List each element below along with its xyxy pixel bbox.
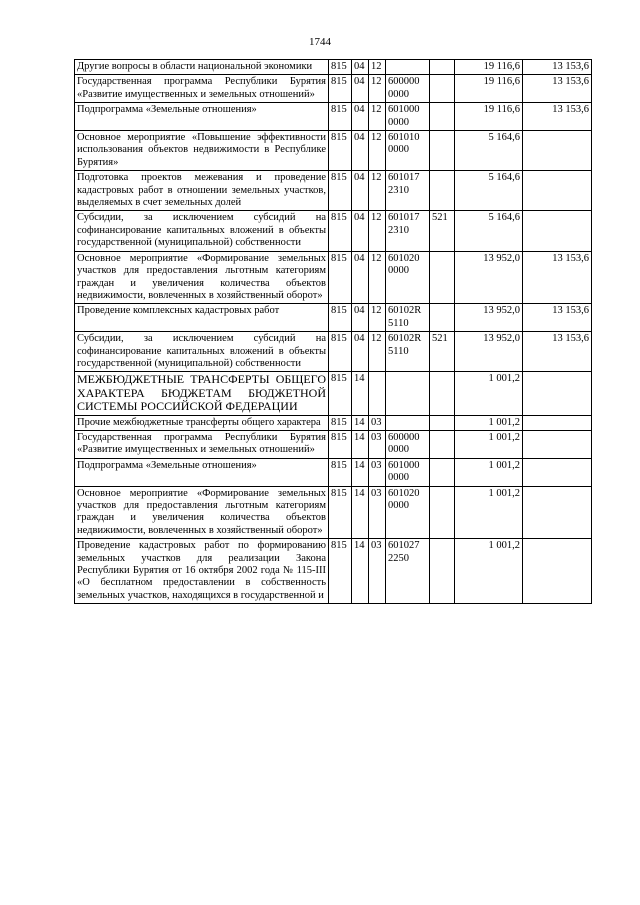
row-amount-1: 19 116,6 — [455, 75, 523, 103]
row-target-code — [386, 415, 430, 430]
row-amount-1: 1 001,2 — [455, 430, 523, 458]
row-admin-code: 815 — [329, 103, 352, 131]
row-amount-2: 13 153,6 — [523, 103, 592, 131]
row-amount-1: 1 001,2 — [455, 539, 523, 604]
table-row — [75, 458, 592, 486]
row-expense-type: 521 — [430, 332, 455, 372]
row-admin-code: 815 — [329, 75, 352, 103]
row-target-code: 601017 2310 — [386, 171, 430, 211]
row-expense-type — [430, 539, 455, 604]
row-amount-2: 13 153,6 — [523, 75, 592, 103]
row-section-code: 04 — [352, 60, 369, 75]
row-expense-type — [430, 372, 455, 415]
table-row — [75, 171, 592, 211]
row-amount-2 — [523, 372, 592, 415]
row-target-code — [386, 372, 430, 415]
row-expense-type — [430, 458, 455, 486]
row-target-code: 601027 2250 — [386, 539, 430, 604]
row-target-code: 600000 0000 — [386, 75, 430, 103]
row-name: Проведение кадастровых работ по формированию земельных участков для реализации Закона Республики Бурятия от 16 октября 2002 года № 115-III «О бесплатном предоставлении в собственность земельных участков, находящихся в государственной и — [75, 539, 329, 604]
row-subsection-code: 12 — [369, 251, 386, 304]
row-section-code: 04 — [352, 171, 369, 211]
row-expense-type — [430, 486, 455, 539]
row-amount-2 — [523, 415, 592, 430]
row-amount-2 — [523, 211, 592, 251]
row-expense-type — [430, 103, 455, 131]
table-row — [75, 372, 592, 415]
row-subsection-code: 03 — [369, 486, 386, 539]
row-expense-type — [430, 171, 455, 211]
row-name: Прочие межбюджетные трансферты общего характера — [75, 415, 329, 430]
row-expense-type — [430, 430, 455, 458]
row-name-section-heading: МЕЖБЮДЖЕТНЫЕ ТРАНСФЕРТЫ ОБЩЕГО ХАРАКТЕРА БЮДЖЕТАМ БЮДЖЕТНОЙ СИСТЕМЫ РОССИЙСКОЙ ФЕДЕРАЦИИ — [75, 372, 329, 415]
row-amount-1: 1 001,2 — [455, 486, 523, 539]
row-subsection-code: 12 — [369, 171, 386, 211]
table-row — [75, 60, 592, 75]
row-amount-1: 13 952,0 — [455, 332, 523, 372]
row-admin-code: 815 — [329, 486, 352, 539]
row-admin-code: 815 — [329, 332, 352, 372]
row-name: Подпрограмма «Земельные отношения» — [75, 458, 329, 486]
row-expense-type — [430, 251, 455, 304]
row-subsection-code: 12 — [369, 131, 386, 171]
row-target-code: 60102R 5110 — [386, 332, 430, 372]
row-admin-code: 815 — [329, 251, 352, 304]
table-row — [75, 486, 592, 539]
row-admin-code: 815 — [329, 304, 352, 332]
row-amount-2: 13 153,6 — [523, 332, 592, 372]
row-subsection-code: 03 — [369, 415, 386, 430]
row-admin-code: 815 — [329, 415, 352, 430]
row-admin-code: 815 — [329, 372, 352, 415]
row-target-code — [386, 60, 430, 75]
row-section-code: 04 — [352, 304, 369, 332]
row-name: Подпрограмма «Земельные отношения» — [75, 103, 329, 131]
row-section-code: 04 — [352, 211, 369, 251]
row-name: Основное мероприятие «Формирование земельных участков для предоставления льготным категориям граждан и увеличения количества объектов недвижимости, вовлеченных в хозяйственный оборот» — [75, 486, 329, 539]
row-section-code: 04 — [352, 251, 369, 304]
row-target-code: 601010 0000 — [386, 131, 430, 171]
row-name: Другие вопросы в области национальной экономики — [75, 60, 329, 75]
row-admin-code: 815 — [329, 171, 352, 211]
row-amount-2 — [523, 486, 592, 539]
row-amount-2 — [523, 458, 592, 486]
row-amount-1: 13 952,0 — [455, 304, 523, 332]
row-amount-2 — [523, 430, 592, 458]
row-name: Субсидии, за исключением субсидий на софинансирование капитальных вложений в объекты государственной (муниципальной) собственности — [75, 211, 329, 251]
row-section-code: 04 — [352, 131, 369, 171]
row-amount-1: 1 001,2 — [455, 372, 523, 415]
row-subsection-code: 12 — [369, 60, 386, 75]
row-amount-1: 5 164,6 — [455, 131, 523, 171]
table-row — [75, 251, 592, 304]
row-amount-1: 5 164,6 — [455, 211, 523, 251]
row-name: Проведение комплексных кадастровых работ — [75, 304, 329, 332]
row-expense-type — [430, 131, 455, 171]
row-section-code: 04 — [352, 332, 369, 372]
row-amount-2: 13 153,6 — [523, 60, 592, 75]
row-name: Субсидии, за исключением субсидий на софинансирование капитальных вложений в объекты государственной (муниципальной) собственности — [75, 332, 329, 372]
row-subsection-code: 03 — [369, 430, 386, 458]
row-target-code: 60102R 5110 — [386, 304, 430, 332]
row-amount-1: 5 164,6 — [455, 171, 523, 211]
row-subsection-code: 12 — [369, 75, 386, 103]
row-admin-code: 815 — [329, 430, 352, 458]
budget-table — [74, 59, 592, 604]
row-subsection-code: 03 — [369, 539, 386, 604]
row-admin-code: 815 — [329, 131, 352, 171]
row-expense-type — [430, 415, 455, 430]
row-name: Государственная программа Республики Бурятия «Развитие имущественных и земельных отношений» — [75, 430, 329, 458]
row-expense-type — [430, 304, 455, 332]
table-row — [75, 131, 592, 171]
row-name: Основное мероприятие «Формирование земельных участков для предоставления льготным категориям граждан и увеличения количества объектов недвижимости, вовлеченных в хозяйственный оборот» — [75, 251, 329, 304]
row-target-code: 601000 0000 — [386, 458, 430, 486]
row-amount-2 — [523, 171, 592, 211]
row-subsection-code: 12 — [369, 211, 386, 251]
row-subsection-code: 03 — [369, 458, 386, 486]
row-target-code: 601020 0000 — [386, 251, 430, 304]
row-subsection-code: 12 — [369, 304, 386, 332]
row-subsection-code: 12 — [369, 103, 386, 131]
row-amount-1: 19 116,6 — [455, 60, 523, 75]
table-row — [75, 430, 592, 458]
table-row — [75, 304, 592, 332]
table-row — [75, 103, 592, 131]
table-row — [75, 75, 592, 103]
row-amount-1: 1 001,2 — [455, 415, 523, 430]
row-target-code: 600000 0000 — [386, 430, 430, 458]
row-expense-type — [430, 75, 455, 103]
row-name: Основное мероприятие «Повышение эффективности использования объектов недвижимости в Республике Бурятия» — [75, 131, 329, 171]
row-amount-1: 19 116,6 — [455, 103, 523, 131]
row-admin-code: 815 — [329, 211, 352, 251]
row-amount-2 — [523, 131, 592, 171]
row-expense-type — [430, 60, 455, 75]
row-section-code: 04 — [352, 103, 369, 131]
row-subsection-code: 12 — [369, 332, 386, 372]
page-number: 1744 — [309, 36, 331, 48]
row-amount-2: 13 153,6 — [523, 304, 592, 332]
row-section-code: 14 — [352, 486, 369, 539]
row-admin-code: 815 — [329, 539, 352, 604]
row-section-code: 14 — [352, 458, 369, 486]
row-subsection-code — [369, 372, 386, 415]
table-row — [75, 415, 592, 430]
row-section-code: 14 — [352, 539, 369, 604]
row-amount-1: 13 952,0 — [455, 251, 523, 304]
row-expense-type: 521 — [430, 211, 455, 251]
row-target-code: 601000 0000 — [386, 103, 430, 131]
row-admin-code: 815 — [329, 458, 352, 486]
row-section-code: 14 — [352, 430, 369, 458]
table-row — [75, 211, 592, 251]
row-amount-1: 1 001,2 — [455, 458, 523, 486]
row-section-code: 04 — [352, 75, 369, 103]
row-section-code: 14 — [352, 372, 369, 415]
row-admin-code: 815 — [329, 60, 352, 75]
table-row — [75, 332, 592, 372]
row-name: Государственная программа Республики Бурятия «Развитие имущественных и земельных отношений» — [75, 75, 329, 103]
row-amount-2 — [523, 539, 592, 604]
row-target-code: 601020 0000 — [386, 486, 430, 539]
row-section-code: 14 — [352, 415, 369, 430]
table-row — [75, 539, 592, 604]
row-name: Подготовка проектов межевания и проведение кадастровых работ в отношении земельных участков, выделяемых в счет земельных долей — [75, 171, 329, 211]
row-amount-2: 13 153,6 — [523, 251, 592, 304]
row-target-code: 601017 2310 — [386, 211, 430, 251]
